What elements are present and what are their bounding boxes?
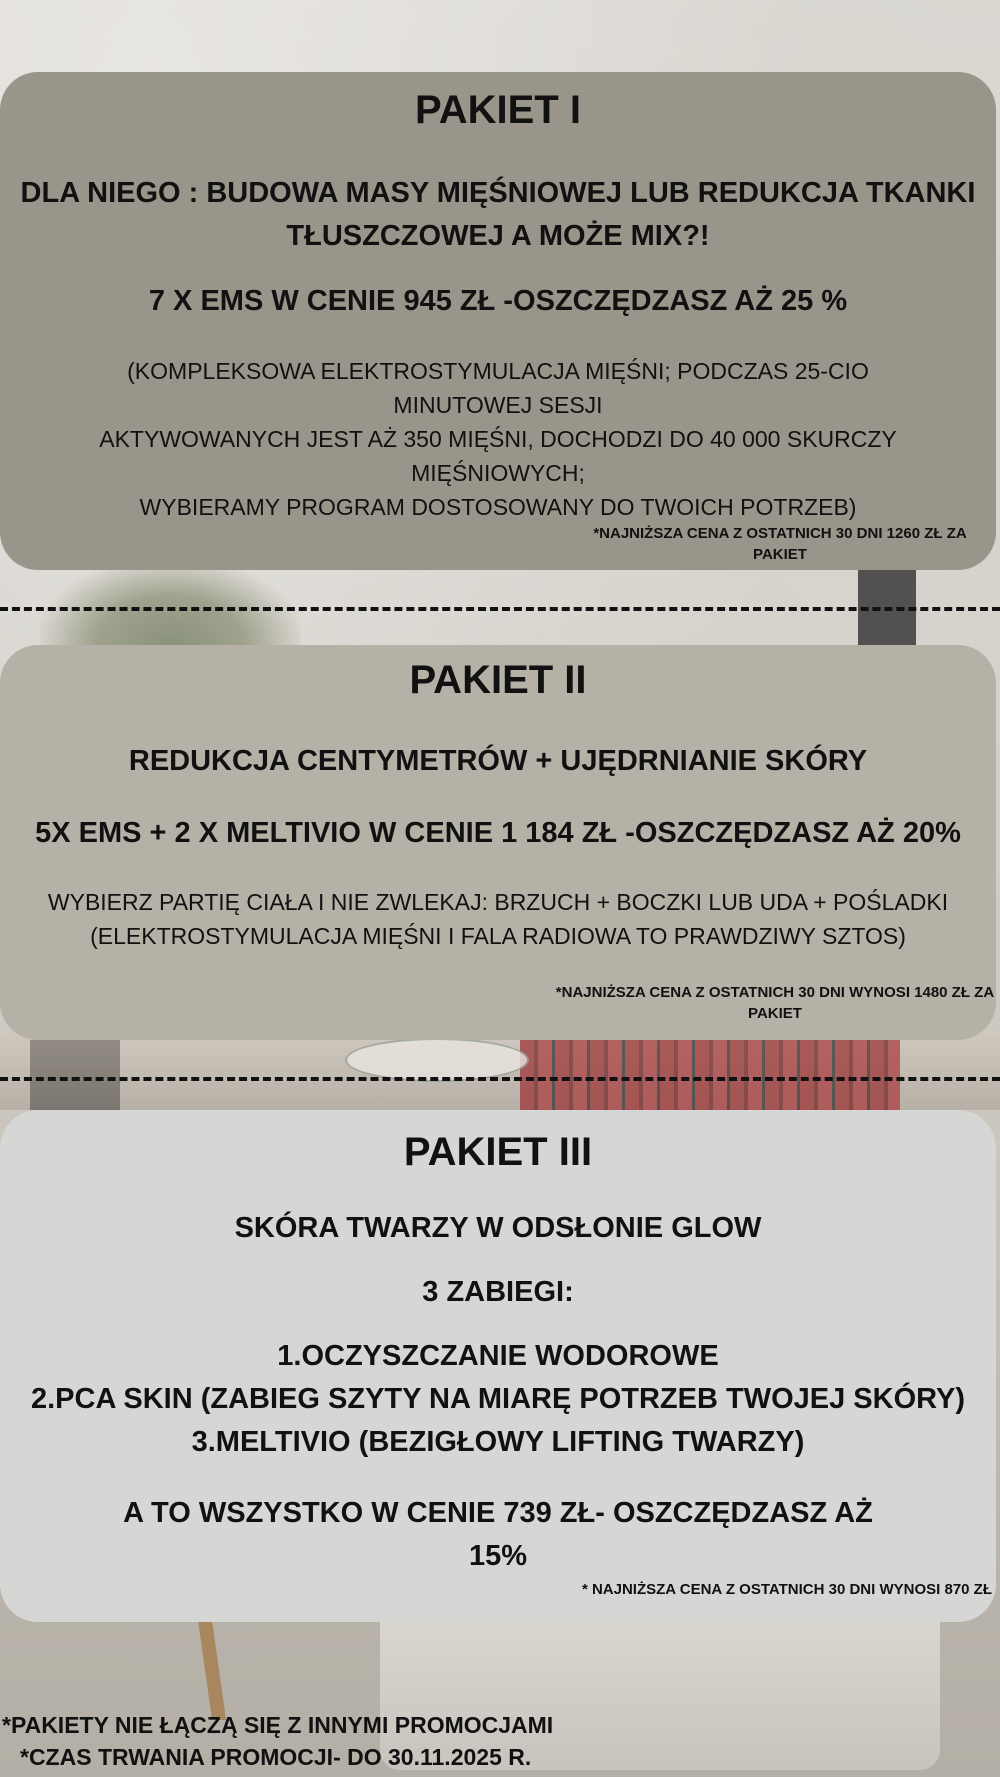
- package-1-title: PAKIET I: [415, 88, 581, 132]
- footer-promotion-duration: *CZAS TRWANIA PROMOCJI- DO 30.11.2025 R.: [20, 1744, 532, 1770]
- package-3-treatments-label: 3 ZABIEGI:: [422, 1276, 574, 1308]
- package-1-lowest-price-note: *NAJNIŻSZA CENA Z OSTATNICH 30 DNI 1260 ZŁ ZA PAKIET: [593, 525, 967, 563]
- package-3-offer-line1: A TO WSZYSTKO W CENIE 739 ZŁ- OSZCZĘDZASZ AŻ: [123, 1497, 873, 1529]
- package-3-title: PAKIET III: [403, 1130, 593, 1174]
- background-plaid-runner: [520, 1040, 900, 1110]
- background-dark-post: [858, 560, 916, 650]
- dashed-divider-2: [0, 1077, 1000, 1081]
- package-1-offer: 7 X EMS W CENIE 945 ZŁ -OSZCZĘDZASZ AŻ 25 %: [148, 285, 848, 317]
- background-table-leg: [198, 1620, 226, 1720]
- package-3-headline: SKÓRA TWARZY W ODSŁONIE GLOW: [234, 1212, 762, 1244]
- background-plate: [345, 1038, 529, 1082]
- package-1-card: [0, 72, 996, 570]
- package-1-description-line1: (KOMPLEKSOWA ELEKTROSTYMULACJA MIĘŚNI; PODCZAS 25-CIO MINUTOWEJ SESJI: [127, 358, 869, 418]
- package-2-description-line1: WYBIERZ PARTIĘ CIAŁA I NIE ZWLEKAJ: BRZUCH + BOCZKI LUB UDA + POŚLADKI: [47, 889, 949, 915]
- package-3-card: [0, 1110, 996, 1622]
- package-1-description-line2: AKTYWOWANYCH JEST AŻ 350 MIĘŚNI, DOCHODZI DO 40 000 SKURCZY MIĘŚNIOWYCH;: [99, 426, 897, 486]
- background-chair: [30, 1040, 120, 1110]
- package-3-treatment-2: 2.PCA SKIN (ZABIEG SZYTY NA MIARĘ POTRZEB TWOJEJ SKÓRY): [31, 1383, 965, 1415]
- package-3-offer-line2: 15%: [468, 1540, 528, 1572]
- package-3-lowest-price-note: * NAJNIŻSZA CENA Z OSTATNICH 30 DNI WYNOSI 870 ZŁ: [581, 1581, 992, 1598]
- package-3-treatment-3: 3.MELTIVIO (BEZIGŁOWY LIFTING TWARZY): [191, 1426, 805, 1458]
- package-2-lowest-price-note: *NAJNIŻSZA CENA Z OSTATNICH 30 DNI WYNOSI 1480 ZŁ ZA PAKIET: [555, 984, 995, 1022]
- package-1-headline: DLA NIEGO : BUDOWA MASY MIĘŚNIOWEJ LUB REDUKCJA TKANKI TŁUSZCZOWEJ A MOŻE MIX?!: [20, 177, 976, 252]
- package-2-card: [0, 645, 996, 1040]
- package-2-description-line2: (ELEKTROSTYMULACJA MIĘŚNI I FALA RADIOWA TO PRAWDZIWY SZTOS): [90, 923, 906, 949]
- package-2-title: PAKIET II: [409, 658, 587, 702]
- dashed-divider-1: [0, 607, 1000, 611]
- package-2-offer: 5X EMS + 2 X MELTIVIO W CENIE 1 184 ZŁ -OSZCZĘDZASZ AŻ 20%: [35, 817, 961, 849]
- package-2-headline: REDUKCJA CENTYMETRÓW + UJĘDRNIANIE SKÓRY: [128, 745, 868, 777]
- package-1-description-line3: WYBIERAMY PROGRAM DOSTOSOWANY DO TWOICH POTRZEB): [139, 494, 857, 520]
- footer-no-combining-note: *PAKIETY NIE ŁĄCZĄ SIĘ Z INNYMI PROMOCJAMI: [2, 1712, 554, 1738]
- package-3-treatment-1: 1.OCZYSZCZANIE WODOROWE: [277, 1340, 719, 1372]
